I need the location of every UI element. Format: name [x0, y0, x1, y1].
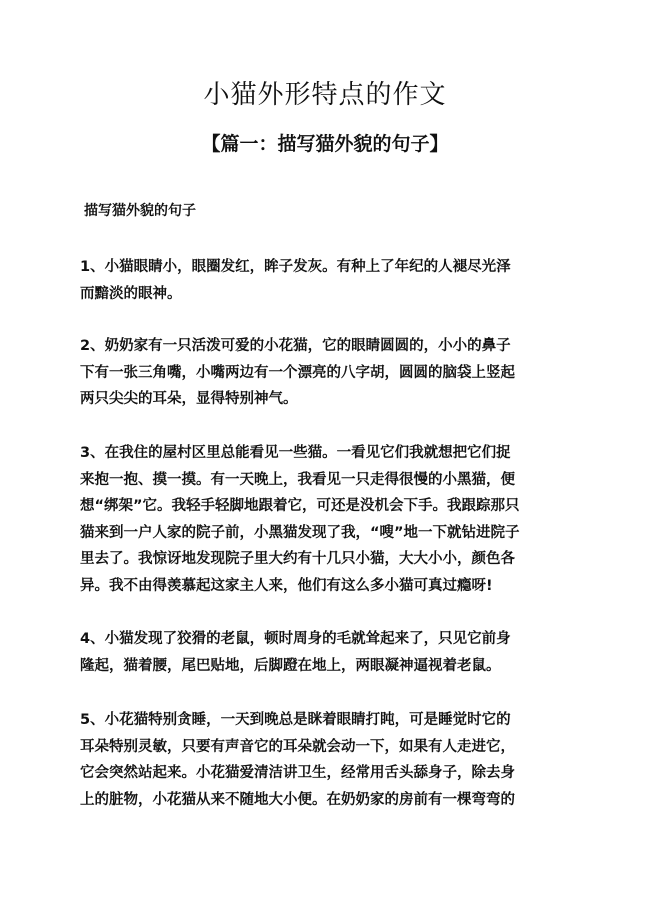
- paragraph-line: 5、小花猫特别贪睡，一天到晚总是眯着眼睛打盹，可是睡觉时它的: [80, 712, 511, 728]
- paragraph-line: 耳朵特别灵敏，只要有声音它的耳朵就会动一下，如果有人走进它，: [80, 738, 515, 755]
- paragraph-line: 1、小猫眼睛小，眼圈发红，眸子发灰。有种上了年纪的人褪尽光泽: [80, 259, 511, 275]
- paragraph-2: [80, 333, 575, 413]
- paragraph-line: 两只尖尖的耳朵，显得特别神气。: [80, 391, 298, 407]
- document-subtitle: 【篇一：描写猫外貌的句子】: [201, 133, 449, 155]
- paragraph-line: 4、小猫发现了狡猾的老鼠，顿时周身的毛就耸起来了，只见它前身: [80, 631, 511, 647]
- paragraph-4: [80, 626, 575, 679]
- section-heading: 描写猫外貌的句子: [84, 203, 196, 219]
- paragraph-line: 里去了。我惊讶地发现院子里大约有十几只小猫，大大小小，颜色各: [80, 551, 515, 567]
- paragraph-line: 而黯淡的眼神。: [80, 285, 182, 302]
- paragraph-line: 2、奶奶家有一只活泼可爱的小花猫，它的眼睛圆圆的，小小的鼻子: [80, 338, 511, 354]
- document-title: 小猫外形特点的作文: [203, 80, 447, 110]
- paragraph-1: [80, 254, 575, 307]
- paragraph-line: 猫来到一户人家的院子前，小黑猫发现了我，“嗖”地一下就钻进院子: [80, 524, 520, 541]
- paragraph-5: [80, 707, 575, 813]
- paragraph-3: [80, 440, 575, 599]
- paragraph-line: 异。我不由得羡慕起这家主人来，他们有这么多小猫可真过瘾呀!: [80, 577, 493, 594]
- paragraph-line: 来抱一抱、摸一摸。有一天晚上，我看见一只走得很慢的小黑猫，便: [80, 471, 515, 488]
- paragraph-line: 上的脏物，小花猫从来不随地大小便。在奶奶家的房前有一棵弯弯的: [80, 791, 515, 808]
- paragraph-line: 它会突然站起来。小花猫爱清洁讲卫生，经常用舌头舔身子，除去身: [80, 765, 515, 781]
- paragraph-line: 3、在我住的屋村区里总能看见一些猫。一看见它们我就想把它们捉: [80, 445, 511, 461]
- paragraph-line: 想“绑架”它。我轻手轻脚地跟着它，可还是没机会下手。我跟踪那只: [80, 498, 520, 514]
- paragraph-line: 下有一张三角嘴，小嘴两边有一个漂亮的八字胡，圆圆的脑袋上竖起: [80, 364, 515, 381]
- paragraph-line: 隆起，猫着腰，尾巴贴地，后脚蹬在地上，两眼凝神逼视着老鼠。: [80, 657, 501, 674]
